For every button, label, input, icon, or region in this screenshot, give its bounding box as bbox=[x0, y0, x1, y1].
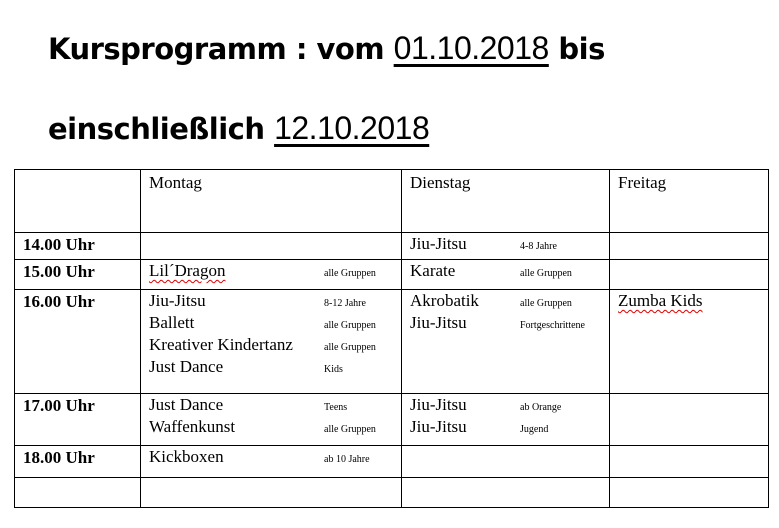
schedule-cell-dienstag bbox=[402, 394, 610, 446]
day-header-dienstag: Dienstag bbox=[402, 170, 610, 233]
course-name: Jiu-Jitsu bbox=[410, 313, 467, 332]
course-group: alle Gruppen bbox=[324, 342, 376, 353]
time-cell: 16.00 Uhr bbox=[15, 290, 141, 394]
course-group: Teens bbox=[324, 402, 348, 413]
course-group: alle Gruppen bbox=[520, 268, 572, 279]
schedule-cell-montag bbox=[141, 290, 402, 394]
schedule-cell-dienstag bbox=[402, 478, 610, 508]
time-cell: 15.00 Uhr bbox=[15, 260, 141, 290]
table-row bbox=[15, 478, 769, 508]
page-title-line-2 bbox=[48, 110, 429, 147]
course-group: ab Orange bbox=[520, 402, 562, 413]
course-name: Lil´Dragon bbox=[149, 261, 226, 280]
time-cell: 14.00 Uhr bbox=[15, 233, 141, 260]
start-date: 01.10.2018 bbox=[393, 30, 549, 66]
schedule-table bbox=[14, 169, 769, 508]
course-name: Just Dance bbox=[149, 357, 224, 376]
course-name: Jiu-Jitsu bbox=[149, 291, 206, 310]
course-group: alle Gruppen bbox=[324, 268, 376, 279]
course-entry bbox=[141, 417, 401, 439]
course-entry bbox=[141, 261, 401, 283]
schedule-cell-freitag bbox=[610, 478, 769, 508]
course-entry bbox=[402, 234, 609, 256]
course-entry bbox=[141, 447, 401, 469]
end-date: 12.10.2018 bbox=[274, 110, 430, 146]
course-entry bbox=[141, 335, 401, 357]
course-entry bbox=[402, 313, 609, 335]
title-text-2: einschließlich bbox=[48, 112, 275, 146]
schedule-cell-dienstag bbox=[402, 233, 610, 260]
schedule-cell-freitag bbox=[610, 290, 769, 394]
course-group: alle Gruppen bbox=[520, 298, 572, 309]
course-group: 4-8 Jahre bbox=[520, 241, 557, 252]
schedule-cell-freitag bbox=[610, 260, 769, 290]
course-group: Jugend bbox=[520, 424, 549, 435]
schedule-cell-dienstag bbox=[402, 290, 610, 394]
table-row bbox=[15, 260, 769, 290]
course-name: Waffenkunst bbox=[149, 417, 236, 436]
course-entry bbox=[402, 395, 609, 417]
course-group: 8-12 Jahre bbox=[324, 298, 366, 309]
table-row bbox=[15, 446, 769, 478]
day-header-freitag: Freitag bbox=[610, 170, 769, 233]
title-text: Kursprogramm : vom bbox=[48, 32, 394, 66]
time-cell bbox=[15, 478, 141, 508]
schedule-cell-montag bbox=[141, 394, 402, 446]
course-name: Ballett bbox=[149, 313, 195, 332]
course-name: Akrobatik bbox=[410, 291, 479, 310]
course-entry bbox=[141, 291, 401, 313]
course-entry bbox=[402, 291, 609, 313]
schedule-cell-dienstag bbox=[402, 446, 610, 478]
course-name: Jiu-Jitsu bbox=[410, 417, 467, 436]
course-group: alle Gruppen bbox=[324, 424, 376, 435]
table-row bbox=[15, 233, 769, 260]
course-name: Kreativer Kindertanz bbox=[149, 335, 293, 354]
table-row bbox=[15, 290, 769, 394]
course-entry bbox=[402, 417, 609, 439]
course-entry bbox=[402, 261, 609, 283]
course-name: Jiu-Jitsu bbox=[410, 234, 467, 253]
course-group: alle Gruppen bbox=[324, 320, 376, 331]
course-entry bbox=[141, 395, 401, 417]
schedule-cell-montag bbox=[141, 233, 402, 260]
table-row bbox=[15, 394, 769, 446]
day-header-montag: Montag bbox=[141, 170, 402, 233]
course-name: Jiu-Jitsu bbox=[410, 395, 467, 414]
schedule-cell-montag bbox=[141, 478, 402, 508]
course-group: Fortgeschrittene bbox=[520, 320, 585, 331]
course-name: Zumba Kids bbox=[618, 291, 703, 310]
schedule-cell-montag bbox=[141, 446, 402, 478]
course-group: Kids bbox=[324, 364, 343, 375]
schedule-cell-freitag bbox=[610, 446, 769, 478]
corner-cell bbox=[15, 170, 141, 233]
course-entry bbox=[141, 357, 401, 379]
schedule-cell-freitag bbox=[610, 233, 769, 260]
course-entry bbox=[141, 313, 401, 335]
time-cell: 17.00 Uhr bbox=[15, 394, 141, 446]
header-row bbox=[15, 170, 769, 233]
course-name: Just Dance bbox=[149, 395, 224, 414]
page-title-line-1 bbox=[48, 30, 605, 67]
title-suffix: bis bbox=[548, 32, 605, 66]
schedule-cell-montag bbox=[141, 260, 402, 290]
course-name: Karate bbox=[410, 261, 456, 280]
course-name: Kickboxen bbox=[149, 447, 224, 466]
schedule-cell-freitag bbox=[610, 394, 769, 446]
schedule-cell-dienstag bbox=[402, 260, 610, 290]
course-entry bbox=[610, 291, 768, 313]
time-cell: 18.00 Uhr bbox=[15, 446, 141, 478]
course-group: ab 10 Jahre bbox=[324, 454, 370, 465]
